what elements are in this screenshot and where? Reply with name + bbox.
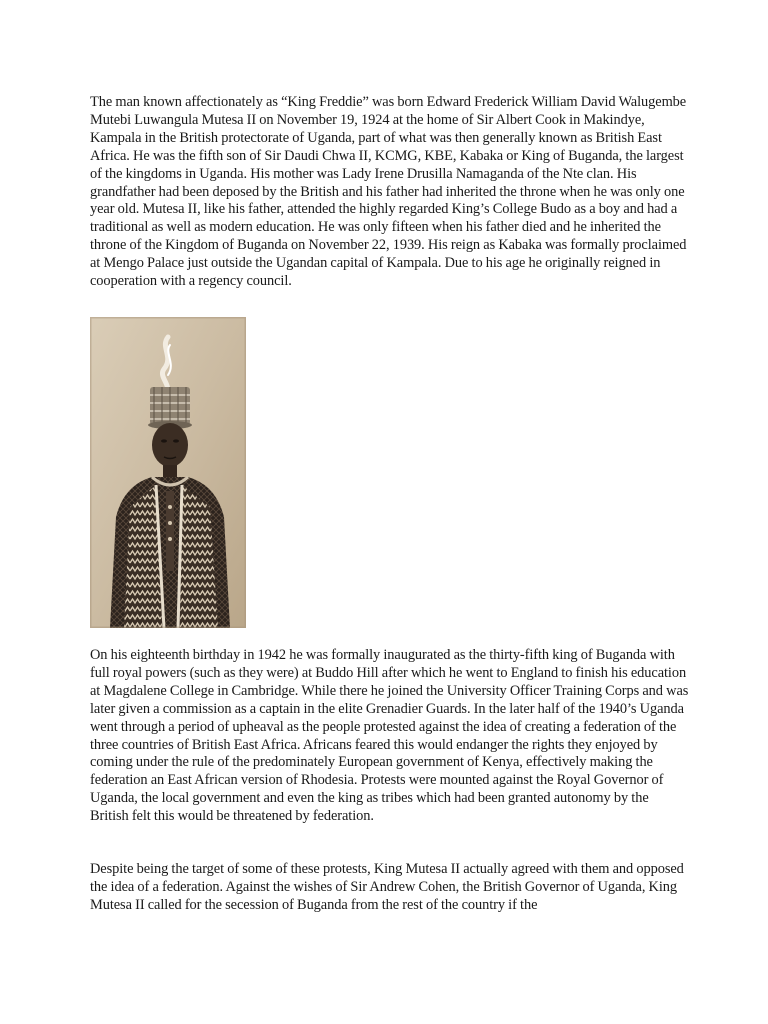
paragraph-inauguration: On his eighteenth birthday in 1942 he was formally inaugurated as the thirty-fifth king of Buganda with full royal powers (such as they were) at Buddo Hill after which he went to England to finish his education at Magdalene College in Cambridge. While there he joined the University Officer Training Corps and was later given a commission as a captain in the elite Grenadier Guards. In the later half of the 1940’s Uganda went through a period of upheaval as the people protested against the idea of creating a federation of the three countries of British East Africa. Africans feared this would endanger the rights they enjoyed by coming under the rule of the predominately European government of Kenya, effectively making the federation an East African version of Rhodesia. Protests were mounted against the Royal Governor of Uganda, the local government and even the king as tribes which had been granted autonomy by the British felt this would be threatened by federation. — [90, 647, 689, 825]
paragraph-biography-intro: The man known affectionately as “King Freddie” was born Edward Frederick William David Walugembe Mutebi Luwangula Mutesa II on November 19, 1924 at the home of Sir Albert Cook in Makindye, Kampala in the British protectorate of Uganda, part of what was then generally known as British East Africa. He was the fifth son of Sir Daudi Chwa II, KCMG, KBE, Kabaka or King of Buganda, the largest of the kingdoms in Uganda. His mother was Lady Irene Drusilla Namaganda of the Nte clan. His grandfather had been deposed by the British and his father had inherited the throne when he was only one year old. Mutesa II, like his father, attended the highly regarded King’s College Budo as a boy and had a traditional as well as modern education. He was only fifteen when his father died and he inherited the throne of the Kingdom of Buganda on November 22, 1939. His reign as Kabaka was formally proclaimed at Mengo Palace just outside the Ugandan capital of Kampala. Due to his age he originally reigned in cooperation with a regency council. — [90, 94, 687, 290]
paragraph-federation: Despite being the target of some of these protests, King Mutesa II actually agreed with them and opposed the idea of a federation. Against the wishes of Sir Andrew Cohen, the British Governor of Uganda, King Mutesa II called for the secession of Buganda from the rest of the country if the — [90, 861, 684, 913]
portrait-photo-icon — [90, 317, 246, 628]
